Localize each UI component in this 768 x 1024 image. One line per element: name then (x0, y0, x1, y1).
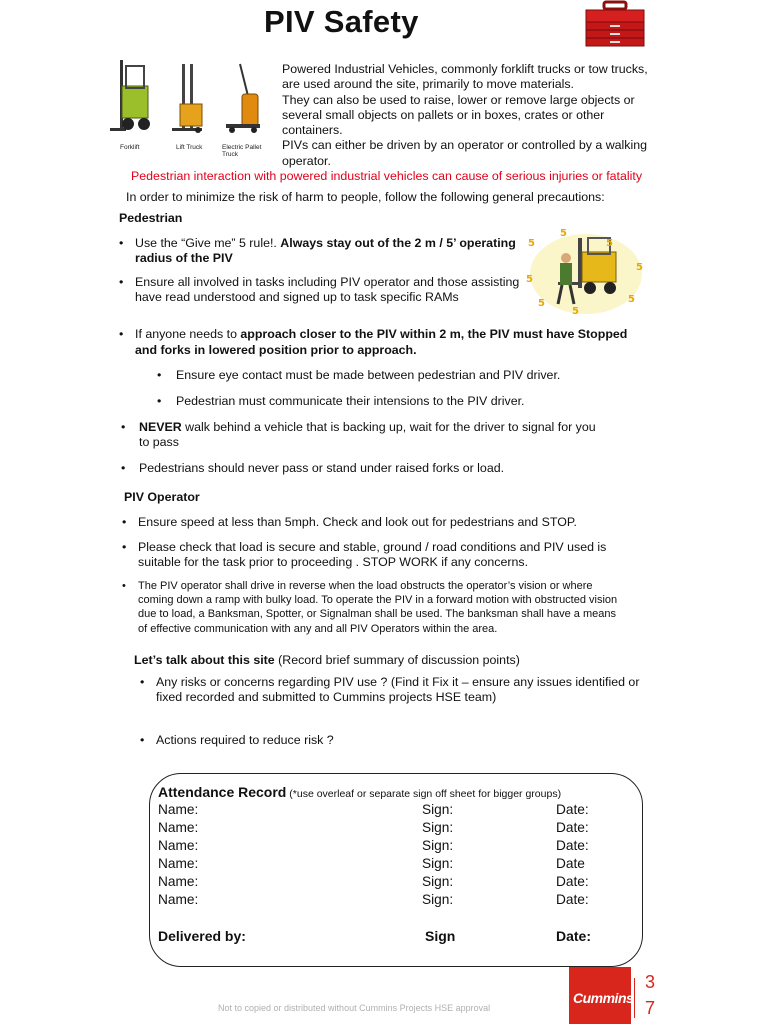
attendance-name-label: Name: (158, 874, 199, 889)
bullet-text-cont: coming down a ramp with bulky load. To operate the PIV in a forward motion with obstructed vision (138, 594, 618, 607)
give-me-5-graphic (520, 222, 648, 320)
bullet-emphasis: approach closer to the PIV within 2 m, the PIV must have Stopped (240, 327, 628, 341)
pedestrian-bullet-1: • Use the “Give me” 5 rule!. Always stay out of the 2 m / 5’ operating radius of the PIV (119, 236, 516, 265)
five-badge: 5 (636, 262, 643, 273)
delivered-date-label: Date: (556, 928, 592, 944)
five-badge: 5 (560, 228, 567, 239)
attendance-name-label: Name: (158, 892, 199, 907)
five-badge: 5 (628, 294, 635, 305)
bullet-emphasis: Always stay out of the 2 m / 5’ operating (280, 236, 516, 250)
attendance-sign-label: Sign: (422, 802, 454, 817)
precautions-intro: In order to minimize the risk of harm to people, follow the following general precautions: (126, 190, 605, 204)
bullet-text-cont: fixed recorded and submitted to Cummins projects HSE team) (156, 690, 497, 704)
pedestrian-heading: Pedestrian (119, 211, 183, 225)
intro-p2: They can also be used to raise, lower or remove large objects or several small objects on pallets or in boxes, crates or other containers. (282, 92, 635, 138)
intro-p3: PIVs can either be driven by an operator or controlled by a walking operator. (282, 138, 648, 168)
attendance-name-label: Name: (158, 856, 199, 871)
talk-note: (Record brief summary of discussion points) (274, 653, 520, 667)
pedestrian-bullet-3: • If anyone needs to approach closer to the PIV within 2 m, the PIV must have Stopped and forks in lowered position prior to approach. (119, 327, 628, 357)
five-badge: 5 (528, 238, 535, 249)
five-badge: 5 (606, 238, 613, 249)
pedestrian-bullet-2: • Ensure all involved in tasks including PIV operator and those assisting have read understood and signed up to task specific RAMs (119, 275, 520, 304)
operator-bullet-1: • Ensure speed at less than 5mph. Check and look out for pedestrians and STOP. (122, 515, 577, 529)
vehicle-label-forklift: Forklift (120, 144, 140, 151)
five-badge: 5 (526, 274, 533, 285)
bullet-text: Please check that load is secure and stable, ground / road conditions and PIV used is (138, 540, 607, 554)
intro-text (282, 62, 662, 169)
pedestrian-subbullet-1: • Ensure eye contact must be made between pedestrian and PIV driver. (157, 368, 561, 382)
five-badge: 5 (538, 298, 545, 309)
cummins-logo-text: Cummins (573, 990, 634, 1006)
bullet-text: Pedestrians should never pass or stand under raised forks or load. (139, 461, 505, 475)
attendance-date-label: Date: (556, 892, 589, 907)
page-title: PIV Safety (264, 4, 419, 39)
bullet-text: If anyone needs to (135, 327, 241, 341)
bullet-text: The PIV operator shall drive in reverse when the load obstructs the operator’s vision or where (138, 580, 593, 592)
bullet-text: Ensure speed at less than 5mph. Check and look out for pedestrians and STOP. (138, 515, 577, 529)
attendance-title (158, 784, 561, 800)
vehicles-illustration (108, 56, 276, 160)
bullet-text: Ensure all involved in tasks including PIV operator and those assisting (135, 275, 520, 289)
delivered-by-label: Delivered by: (158, 928, 246, 944)
bullet-emphasis-cont: radius of the PIV (135, 251, 233, 265)
delivered-sign-label: Sign (425, 928, 456, 944)
attendance-date-label: Date: (556, 820, 589, 835)
intro-p1: Powered Industrial Vehicles, commonly forklift trucks or tow trucks, are used around the site, primarily to move materials. (282, 62, 648, 92)
pedestrian-bullet-5: • Pedestrians should never pass or stand under raised forks or load. (121, 461, 505, 475)
attendance-name-label: Name: (158, 802, 199, 817)
operator-heading: PIV Operator (124, 490, 200, 504)
attendance-note: (*use overleaf or separate sign off sheet for bigger groups) (286, 788, 562, 800)
attendance-sign-label: Sign: (422, 892, 454, 907)
vehicle-label-lift-truck: Lift Truck (176, 144, 203, 151)
bullet-emphasis-cont: and forks in lowered position prior to approach. (135, 343, 417, 357)
talk-bullet-2: • Actions required to reduce risk ? (140, 733, 334, 747)
talk-title: Let’s talk about this site (134, 653, 275, 667)
bullet-text: walk behind a vehicle that is backing up, wait for the driver to signal for you (181, 420, 596, 434)
bullet-text: Actions required to reduce risk ? (156, 733, 334, 747)
attendance-name-label: Name: (158, 838, 199, 853)
attendance-date-label: Date (556, 856, 585, 871)
pedestrian-bullet-4: • NEVER walk behind a vehicle that is backing up, wait for the driver to signal for you to pass (121, 420, 596, 449)
talk-bullet-1: • Any risks or concerns regarding PIV use ? (Find it Fix it – ensure any issues identified or fixed recorded and submitted to Cummins projects HSE team) (140, 675, 640, 704)
warning-text: Pedestrian interaction with powered industrial vehicles can cause of serious injuries or fatality (131, 169, 643, 183)
bullet-text-cont: to pass (139, 435, 179, 449)
bullet-text: Pedestrian must communicate their intensions to the PIV driver. (176, 394, 525, 408)
operator-bullet-3: • The PIV operator shall drive in reverse when the load obstructs the operator’s vision or where coming down a ramp with bulky load. To operate the PIV in a forward motion with obstructed vision due to load, a Banksman, Spotter, or Signalman shall be used. The banksman shall have a means of effective communication with any and all PIV Operators within the area. (122, 580, 618, 635)
attendance-sign-label: Sign: (422, 838, 454, 853)
attendance-sign-label: Sign: (422, 856, 454, 871)
attendance-date-label: Date: (556, 874, 589, 889)
attendance-sign-label: Sign: (422, 874, 454, 889)
operator-bullet-2: • Please check that load is secure and stable, ground / road conditions and PIV used is suitable for the task prior to proceeding . STOP WORK if any concerns. (122, 540, 607, 569)
never-emphasis: NEVER (139, 420, 182, 434)
attendance-date-label: Date: (556, 802, 589, 817)
bullet-text-cont: due to load, a Banksman, Spotter, or Signalman shall be used. The banksman shall have a means (138, 608, 616, 621)
toolbox-icon (584, 0, 646, 48)
attendance-heading: Attendance Record (158, 784, 287, 800)
attendance-sign-label: Sign: (422, 820, 454, 835)
five-badge: 5 (572, 306, 579, 317)
bullet-text: Ensure eye contact must be made between pedestrian and PIV driver. (176, 368, 561, 382)
vehicle-label-pallet-truck: Electric Pallet Truck (222, 144, 262, 158)
bullet-text: Any risks or concerns regarding PIV use ? (Find it Fix it – ensure any issues identified or (156, 675, 640, 689)
bullet-text-cont: suitable for the task prior to proceeding . STOP WORK if any concerns. (138, 555, 529, 569)
footer-disclaimer: Not to copied or distributed without Cummins Projects HSE approval (218, 1003, 491, 1013)
attendance-name-label: Name: (158, 820, 199, 835)
page-number-digit-2: 7 (645, 998, 656, 1018)
pedestrian-subbullet-2: • Pedestrian must communicate their intensions to the PIV driver. (157, 394, 525, 408)
talk-heading (134, 653, 520, 667)
attendance-date-label: Date: (556, 838, 589, 853)
page-number-digit-1: 3 (645, 972, 656, 992)
bullet-text: Use the “Give me” 5 rule!. (135, 236, 281, 250)
bullet-text-cont: of effective communication with any and all PIV Operators within the area. (138, 622, 498, 635)
page-divider (634, 978, 635, 1018)
bullet-text-cont: have read understood and signed up to task specific RAMs (135, 290, 459, 304)
forklift-icon (108, 56, 276, 146)
